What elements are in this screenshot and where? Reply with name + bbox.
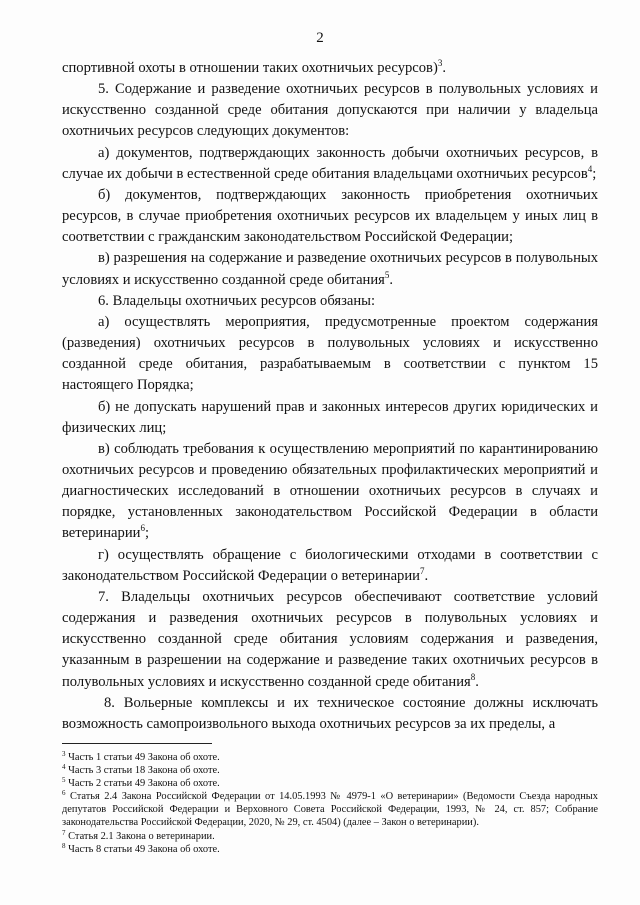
paragraph-item-6b: б) не допускать нарушений прав и законных интересов других юридических и физических лиц; (62, 398, 598, 436)
footnote-ref: 6 (140, 523, 145, 534)
paragraph-item-6g: г) осуществлять обращение с биологическими отходами в соответствии с законодательством Российской Федерации о ветеринарии$^7$. (62, 546, 598, 584)
footnote-ref: 3 (437, 58, 443, 68)
paragraph-item-6: 6. Владельцы охотничьих ресурсов обязаны: (98, 292, 376, 309)
footnote-4: $^4$ Часть 3 статьи 18 Закона об охоте. (62, 763, 220, 777)
paragraph-item-8: 8. Вольерные комплексы и их техническое состояние должны исключать возможность самопроизвольного выхода охотничьих ресурсов за их пределы, а (62, 694, 598, 732)
paragraph-item-6a: а) осуществлять мероприятия, предусмотренные проектом содержания (разведения) охотничьих ресурсов в полувольных условиях и искусственно созданной среде обитания, разрабатываемым в соответствии с пунктом 15 настоящего Порядка; (62, 313, 598, 394)
footnote-3: $^3$ Часть 1 статьи 49 Закона об охоте. (62, 750, 220, 763)
footnote-5: $^5$ Часть 2 статьи 49 Закона об охоте. (62, 776, 220, 790)
paragraph-item-5b: б) документов, подтверждающих законность приобретения охотничьих ресурсов, в случае приобретения охотничьих ресурсов их владельцем у иных лиц в соответствии с гражданским законодательством Российской Федерации; (62, 186, 598, 246)
paragraph-item-6v: в) соблюдать требования к осуществлению мероприятий по карантинированию охотничьих ресурсов и проведению обязательных профилактических мероприятий и диагностических исследований в отношении охотничьих ресурсов в случаях и порядке, установленных законодательством Российской Федерации в области ветеринарии$^6$; (62, 440, 598, 542)
paragraph-item-7: 7. Владельцы охотничьих ресурсов обеспечивают соответствие условий содержания и разведения охотничьих ресурсов в полувольных условиях и искусственно созданной среде обитания условиям содержания и разведения, указанным в разрешении на содержание и разведение таких охотничьих ресурсов в полувольных условиях и искусственно созданной среде обитания$^8$. (62, 588, 598, 690)
footnotes (62, 751, 598, 856)
footnote-ref: 7 (419, 565, 425, 576)
page-number: 2 (316, 30, 324, 46)
footnote-ref: 8 (470, 671, 476, 682)
footnote-ref: 5 (384, 269, 390, 280)
footnote-ref: 4 (587, 163, 593, 174)
footnote-8: $^8$ Часть 8 статьи 49 Закона об охоте. (62, 841, 220, 855)
paragraph-item-5a: а) документов, подтверждающих законность добычи охотничьих ресурсов, в случае их добычи в естественной среде обитания владельцами охотничьих ресурсов$^4$; (62, 144, 598, 182)
footnote-6: $^6$ Статья 2.4 Закона Российской Федерации от 14.05.1993 № 4979-1 «О ветеринарии» (Ведомости Съезда народных депутатов Российской Федерации и Верховного Совета Российской Федерации, 1993, № 24, ст. 857; Собрание законодательства Российской Федерации, 2020, № 29, ст. 4504) (далее – Закон о ветеринарии). (62, 789, 598, 829)
footnote-7: $^7$ Статья 2.1 Закона о ветеринарии. (62, 828, 215, 842)
footnote-divider (62, 743, 212, 744)
paragraph-continuation: спортивной охоты в отношении таких охотничьих ресурсов)$^3$. (62, 58, 446, 76)
document-body (62, 58, 598, 735)
paragraph-item-5: 5. Содержание и разведение охотничьих ресурсов в полувольных условиях и искусственно созданной среде обитания допускаются при наличии у владельца охотничьих ресурсов следующих документов: (62, 81, 598, 140)
paragraph-item-5v: в) разрешения на содержание и разведение охотничьих ресурсов в полувольных условиях и искусственно созданной среде обитания$^5$. (62, 250, 598, 288)
